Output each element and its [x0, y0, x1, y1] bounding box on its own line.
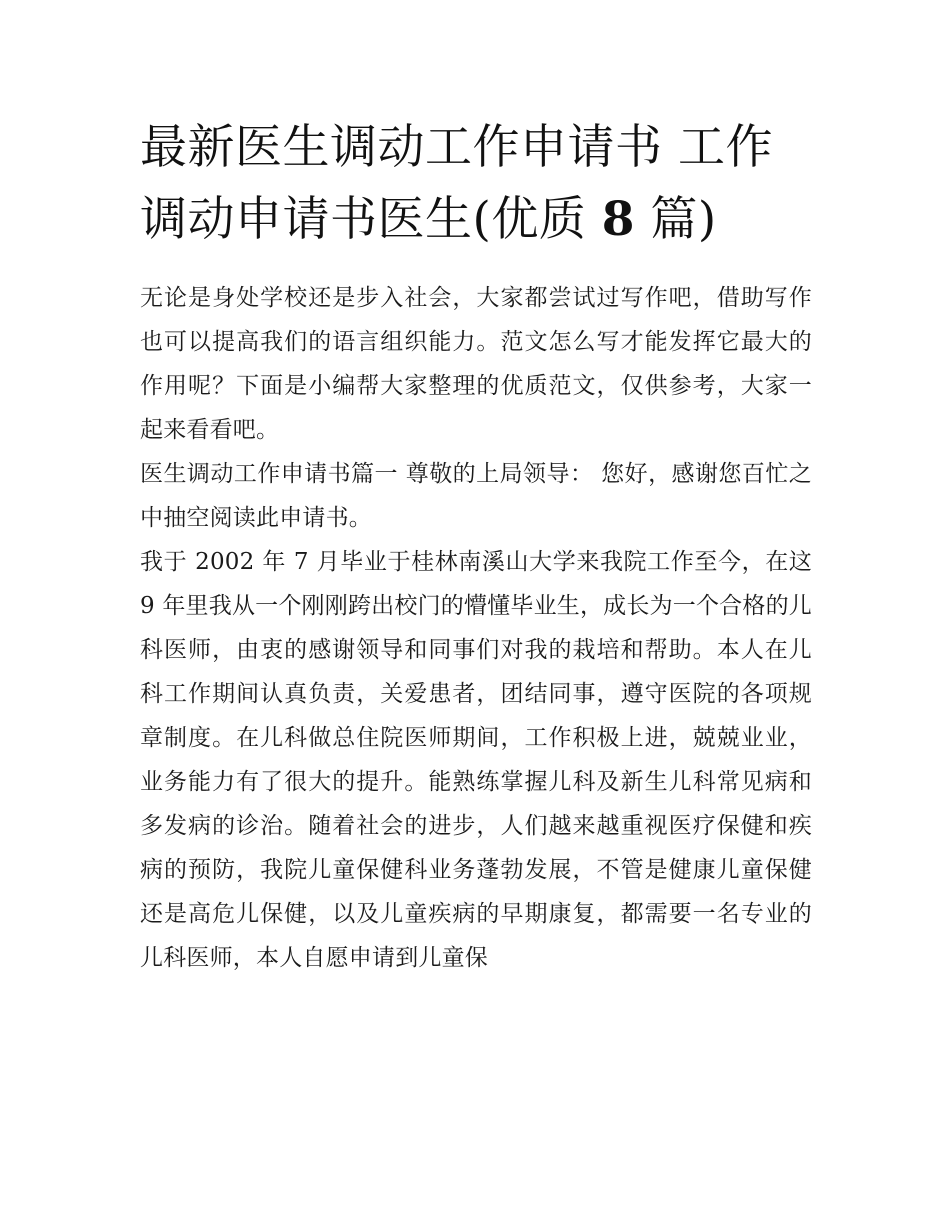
document-title: 最新医生调动工作申请书 工作调动申请书医生(优质 8 篇) [140, 120, 773, 247]
title-number: 8 [601, 192, 635, 247]
document-body [140, 276, 812, 980]
document-page [140, 112, 812, 980]
salutation-paragraph: 医生调动工作申请书篇一 尊敬的上局领导： 您好，感谢您百忙之中抽空阅读此申请书。 [140, 461, 812, 531]
main-paragraph: 我于 2002 年 7 月毕业于桂林南溪山大学来我院工作至今，在这 9 年里我从一个刚刚跨出校门的懵懂毕业生，成长为一个合格的儿科医师，由衷的感谢领导和同事们对我的栽培和帮助。本人在儿科工作期间认真负责，关爱患者，团结同事，遵守医院的各项规章制度。在儿科做总住院医师期间，工作积极上进，兢兢业业，业务能力有了很大的提升。能熟练掌握儿科及新生儿科常见病和多发病的诊治。随着社会的进步，人们越来越重视医疗保健和疾病的预防，我院儿童保健科业务蓬勃发展，不管是健康儿童保健还是高危儿保健，以及儿童疾病的早期康复，都需要一名专业的儿科医师，本人自愿申请到儿童保 [140, 549, 812, 971]
intro-paragraph: 无论是身处学校还是步入社会，大家都尝试过写作吧，借助写作也可以提高我们的语言组织能力。范文怎么写才能发挥它最大的作用呢？下面是小编帮大家整理的优质范文，仅供参考，大家一起来看看吧。 [140, 285, 812, 443]
